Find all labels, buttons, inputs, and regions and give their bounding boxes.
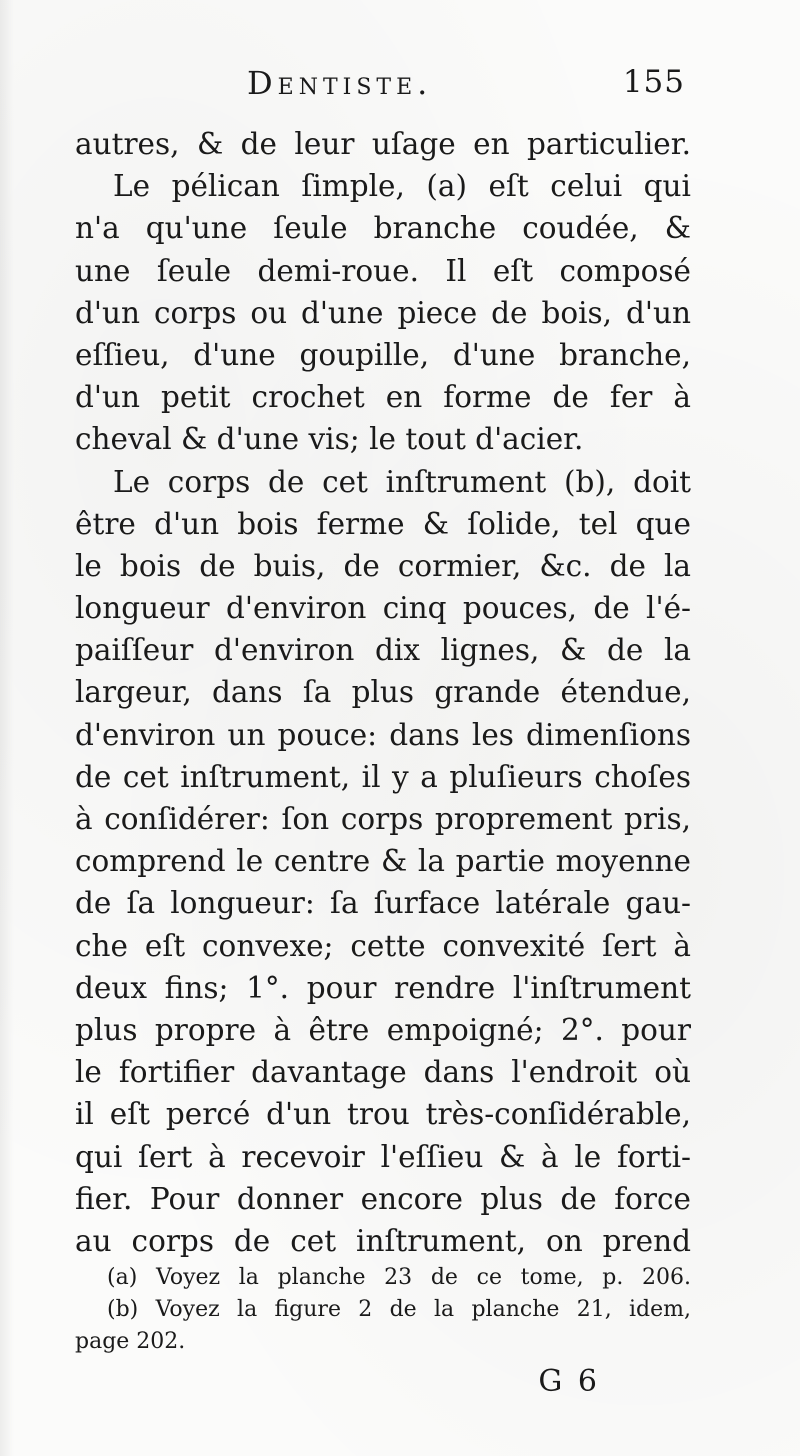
text-line: che eſt convexe; cette convexité ſert à xyxy=(75,928,691,963)
page-number: 155 xyxy=(622,64,685,100)
text-line: plus propre à être empoigné; 2°. pour xyxy=(75,1012,691,1047)
footnote-b-continuation: page 202. xyxy=(75,1329,186,1354)
text-line: deux fins; 1°. pour rendre l'inſtrument xyxy=(75,970,691,1005)
text-line: autres, & de leur uſage en particulier. xyxy=(75,127,691,161)
text-line: n'a qu'une ſeule branche coudée, & xyxy=(75,211,691,246)
text-line: il eſt percé d'un trou très-conſidérable, xyxy=(75,1097,691,1132)
text-line: d'environ un pouce: dans les dimenſions xyxy=(75,717,691,752)
page-gutter-shadow xyxy=(0,0,14,1456)
text-line: cheval & d'une vis; le tout d'acier. xyxy=(75,422,584,457)
text-line: Le pélican ſimple, (a) eſt celui qui xyxy=(113,169,691,204)
text-line: d'un corps ou d'une piece de bois, d'un xyxy=(75,295,691,330)
footnote-a: (a) Voyez la planche 23 de ce tome, p. 206. xyxy=(107,1265,691,1290)
text-line: le bois de buis, de cormier, &c. de la xyxy=(75,548,691,583)
text-line: qui ſert à recevoir l'eſſieu & à le forti- xyxy=(75,1139,691,1174)
text-line: longueur d'environ cinq pouces, de l'é- xyxy=(75,591,691,626)
text-line: Le corps de cet inſtrument (b), doit xyxy=(113,464,691,499)
text-line: eſſieu, d'une goupille, d'une branche, xyxy=(75,337,691,372)
running-head xyxy=(75,64,685,114)
text-line: comprend le centre & la partie moyenne xyxy=(75,844,691,879)
text-line: une ſeule demi-roue. Il eſt composé xyxy=(75,253,691,288)
text-line: paiſſeur d'environ dix lignes, & de la xyxy=(75,633,691,668)
text-line: fier. Pour donner encore plus de force xyxy=(75,1181,691,1216)
text-line: au corps de cet inſtrument, on prend xyxy=(75,1223,691,1258)
signature-mark: G 6 xyxy=(538,1364,600,1399)
text-line: de cet inſtrument, il y a pluſieurs choſes xyxy=(75,759,691,794)
text-line: de ſa longueur: ſa ſurface latérale gau- xyxy=(75,886,691,921)
running-title: Dentiste. xyxy=(247,64,433,102)
text-line: être d'un bois ferme & ſolide, tel que xyxy=(75,506,691,541)
footnote-b: (b) Voyez la figure 2 de la planche 21, idem, xyxy=(107,1297,691,1322)
body-text xyxy=(75,123,691,1262)
text-line: d'un petit crochet en forme de fer à xyxy=(75,380,691,415)
text-line: largeur, dans ſa plus grande étendue, xyxy=(75,675,691,710)
text-line: à conſidérer: ſon corps proprement pris, xyxy=(75,802,691,836)
text-line: le fortifier davantage dans l'endroit où xyxy=(75,1055,691,1090)
footnotes xyxy=(75,1262,691,1358)
